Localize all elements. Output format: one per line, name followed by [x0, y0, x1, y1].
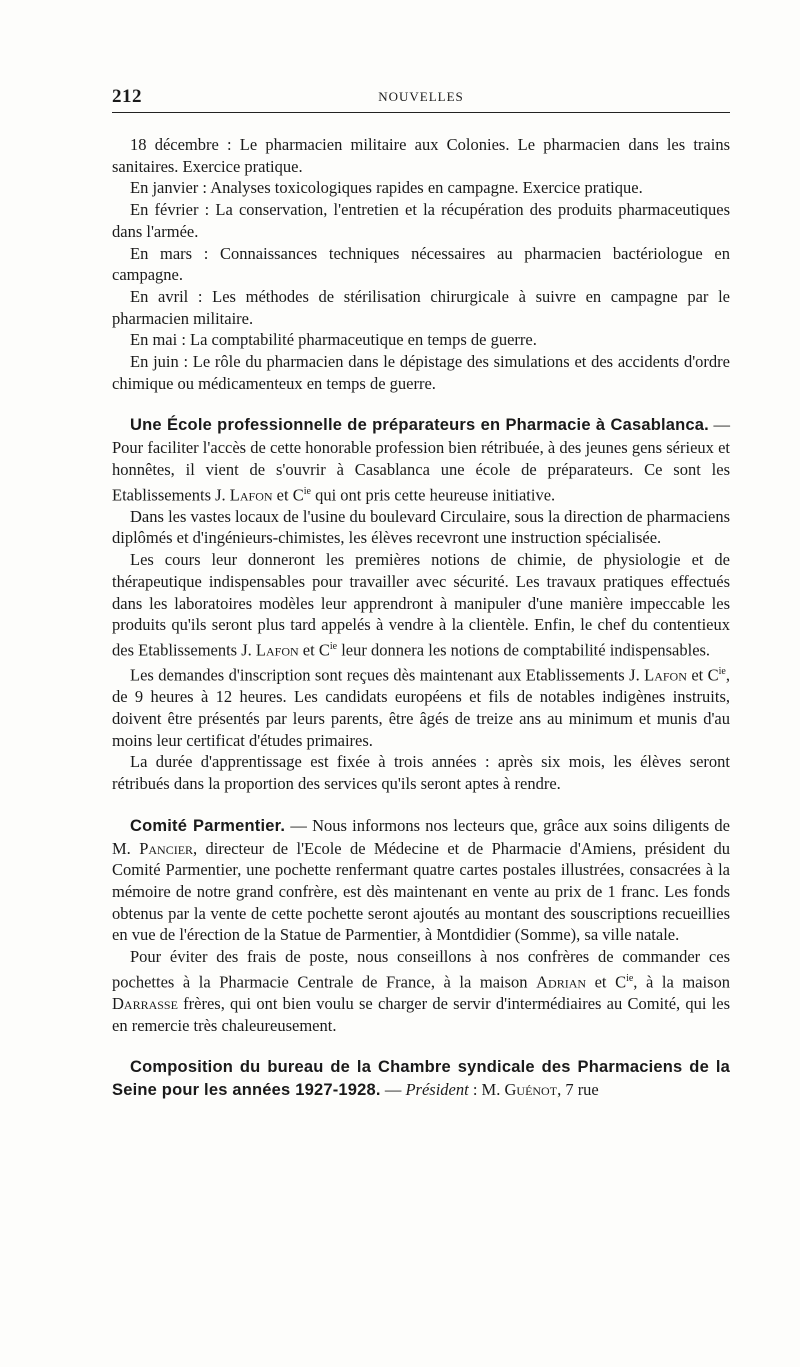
ecole-paragraph-4 [112, 661, 730, 751]
name-adrian: Adrian [536, 972, 587, 992]
ecole-paragraph-2: Dans les vastes locaux de l'usine du boulevard Circulaire, sous la direction de pharmaciens diplômés et d'ingénieurs-chimistes, les élèves recevront une instruction spécialisée. [112, 506, 730, 548]
program-december: 18 décembre : Le pharmacien militaire aux Colonies. Le pharmacien dans les trains sanitaires. Exercice pratique. [112, 135, 730, 176]
program-april: En avril : Les méthodes de stérilisation chirurgicale à suivre en campagne par le pharmacien militaire. [112, 286, 730, 328]
ecole-p1-b: et C [272, 485, 304, 505]
running-head: NOUVELLES [378, 89, 464, 104]
president-label: Président [405, 1080, 469, 1100]
cie-superscript: ie [303, 485, 311, 497]
chambre-p-a: : M. [468, 1080, 505, 1100]
parmentier-paragraph-2 [112, 946, 730, 1036]
parmentier-title: Comité Parmentier. [130, 816, 286, 835]
ecole-paragraph-1 [112, 414, 730, 505]
ecole-paragraph-3 [112, 549, 730, 661]
page-header [112, 86, 730, 113]
parmentier-p2-d: frères, qui ont bien voulu se charger de servir d'intermédiaires au Comité, qui les en remercie très chaleureusement. [112, 994, 730, 1035]
ecole-p3-a: Les cours leur donneront les premières notions de chimie, de physiologie et de thérapeutique indispensables pour travailler avec sécurité. Les travaux pratiques effectués dans les laboratoires modèles leur apprendront à manipuler d'une manière impeccable les produits qu'ils seront plus tard appelés à vendre à la clientèle. Enfin, le chef du contentieux des Etablissements J. [112, 550, 730, 660]
parmentier-p1-b: , directeur de l'Ecole de Médecine et de Pharmacie d'Amiens, président du Comité Parmentier, une pochette renfermant quatre cartes postales illustrées, consacrées à la mémoire de notre grand confrère, est dès maintenant en vente au prix de 1 franc. Les fonds obtenus par la vente de cette pochette seront ajoutés au montant des souscriptions recueillies en vue de l'érection de la Statue de Parmentier, à Montdidier (Somme), sa ville natale. [112, 838, 731, 945]
chambre-dash: — [380, 1080, 406, 1100]
ecole-p4-c: , de 9 heures à 12 heures. Les candidats européens et fils de notables indigènes instruits, doivent être présentés par leurs parents, être âgés de treize ans au minimum et munis d'au moins leur certificat d'études primaires. [112, 665, 730, 750]
program-january: En janvier : Analyses toxicologiques rapides en campagne. Exercice pratique. [130, 178, 643, 198]
article-body [112, 134, 730, 1102]
parmentier-p2-c: , à la maison [633, 972, 730, 992]
program-may: En mai : La comptabilité pharmaceutique en temps de guerre. [130, 330, 537, 350]
parmentier-p2-a: Pour éviter des frais de poste, nous conseillons à nos confrères de commander ces pochettes à la Pharmacie Centrale de France, à la maison [112, 947, 730, 992]
chambre-p-b: , 7 rue [557, 1080, 599, 1100]
parmentier-p2-b: et C [586, 972, 627, 992]
program-june [112, 351, 730, 394]
cie-superscript: ie [718, 666, 726, 678]
ecole-p3-c: leur donnera les notions de comptabilité indispensables. [337, 640, 711, 660]
cie-superscript: ie [329, 640, 338, 652]
ecole-p1-a: — Pour faciliter l'accès de cette honorable profession bien rétribuée, à des jeunes gens sérieux et honnêtes, il vient de s'ouvrir à Casablanca une école de préparateurs. Ce sont les Etablissements J. [112, 415, 730, 505]
name-lafon: Lafon [255, 640, 299, 660]
program-february: En février : La conservation, l'entretien et la récupération des produits pharmaceutiques dans l'armée. [112, 200, 730, 241]
name-darrasse: Darrasse [112, 994, 178, 1014]
ecole-p3-b: et C [298, 640, 330, 660]
program-june-text: En juin : Le rôle du pharmacien dans le dépistage des simulations et des accidents d'ordre chimique ou médicamenteux en temps de guerre. [112, 352, 730, 393]
name-pancier: Pancier [139, 838, 194, 858]
name-guenot: Guénot [504, 1080, 558, 1100]
parmentier-p1-a: — Nous informons nos lecteurs que, grâce aux soins diligents de M. [112, 815, 730, 858]
ecole-paragraph-5: La durée d'apprentissage est fixée à trois années : après six mois, les élèves seront rétribués dans la proportion des services qu'ils seront aptes à rendre. [112, 752, 730, 794]
cie-superscript: ie [626, 972, 634, 984]
ecole-p4-a: Les demandes d'inscription sont reçues dès maintenant aux Etablissements J. [130, 665, 645, 685]
name-lafon: Lafon [229, 485, 273, 505]
ecole-p1-c: qui ont pris cette heureuse initiative. [310, 485, 556, 505]
parmentier-paragraph-1 [112, 815, 730, 946]
ecole-p4-b: et C [686, 665, 719, 685]
name-lafon: Lafon [644, 665, 687, 685]
ecole-title: Une École professionnelle de préparateurs en Pharmacie à Casablanca. [130, 416, 709, 435]
program-march: En mars : Connaissances techniques nécessaires au pharmacien bactériologue en campagne. [112, 243, 730, 285]
chambre-title: Composition du bureau de la Chambre syndicale des Pharmaciens de la Seine pour les années 1927-1928. [112, 1058, 730, 1100]
chambre-paragraph [112, 1056, 730, 1101]
page-number: 212 [112, 86, 142, 107]
